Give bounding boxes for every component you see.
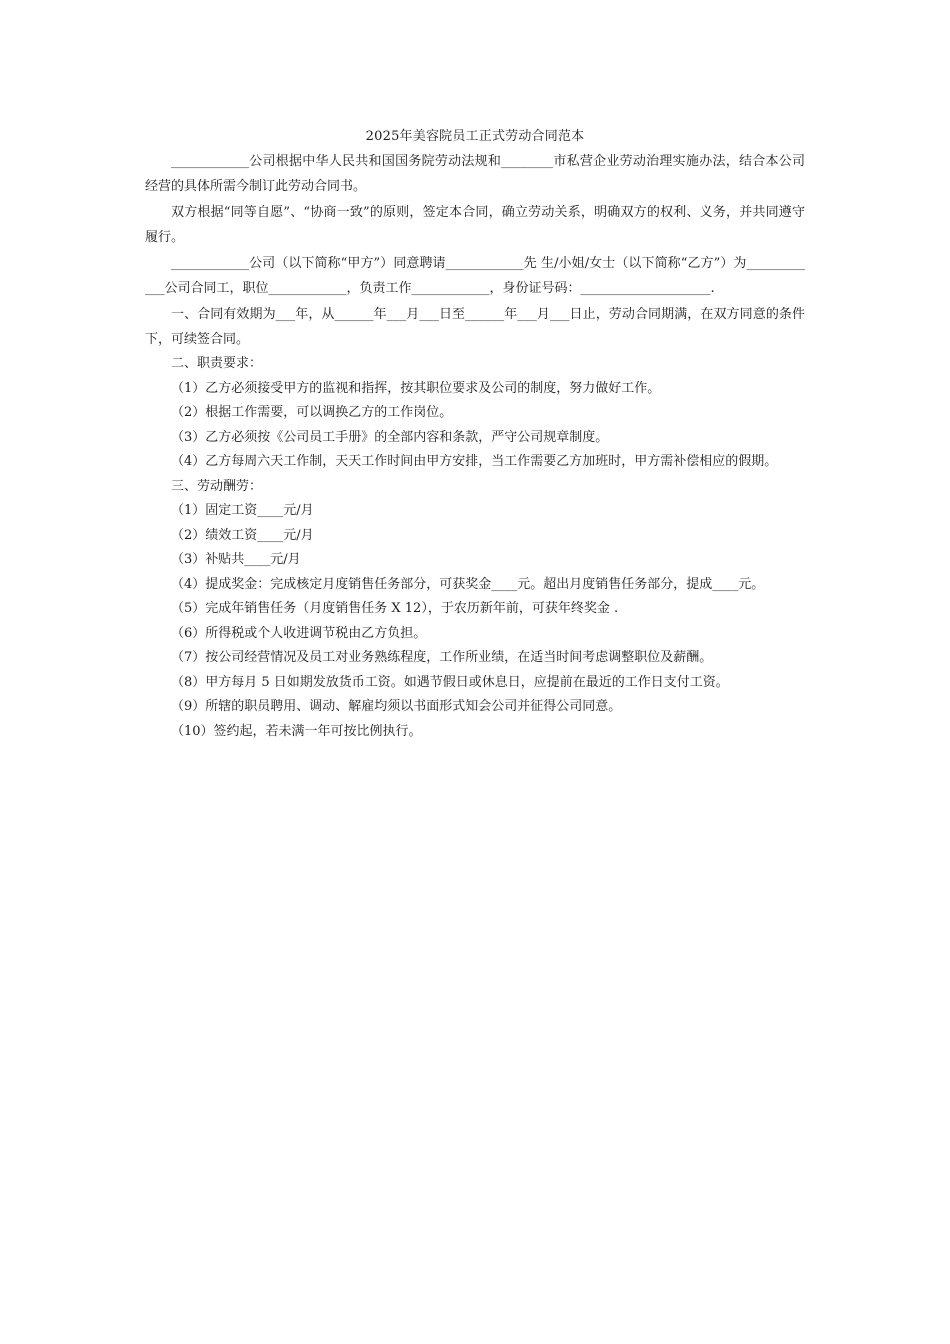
duty-item: （4）乙方每周六天工作制，天天工作时间由甲方安排，当工作需要乙方加班时，甲方需补偿相应的假期。 <box>171 454 778 469</box>
paragraph-parties: ____________公司（以下简称“甲方”）同意聘请____________先 生/小姐/女士（以下简称“乙方”）为____________公司合同工，职位____________，负责工作____________，身份证号码：____________________. <box>145 256 805 296</box>
remuneration-item: （3）补贴共____元/月 <box>171 552 301 567</box>
remuneration-item: （1）固定工资____元/月 <box>171 503 314 518</box>
duty-item: （2）根据工作需要，可以调换乙方的工作岗位。 <box>171 405 453 420</box>
duty-item: （3）乙方必须按《公司员工手册》的全部内容和条款，严守公司规章制度。 <box>171 429 609 445</box>
document-body <box>145 150 805 744</box>
remuneration-item: （4）提成奖金：完成核定月度销售任务部分，可获奖金____元。超出月度销售任务部分，提成____元。 <box>171 576 765 592</box>
paragraph-term: 一、合同有效期为___年，从______年___月___日至______年___月___日止，劳动合同期满，在双方同意的条件下，可续签合同。 <box>145 307 805 347</box>
remuneration-item: （9）所辖的职员聘用、调动、解雇均须以书面形式知会公司并征得公司同意。 <box>171 699 622 714</box>
remuneration-item: （10）签约起，若未满一年可按比例执行。 <box>171 723 422 739</box>
remuneration-item: （5）完成年销售任务（月度销售任务 X 12），于农历新年前，可获年终奖金 . <box>171 601 619 616</box>
section-heading-remuneration: 三、劳动酬劳： <box>171 478 263 494</box>
remuneration-item: （8）甲方每月 5 日如期发放货币工资。如遇节假日或休息日，应提前在最近的工作日支付工资。 <box>171 674 729 690</box>
remuneration-item: （7）按公司经营情况及员工对业务熟练程度，工作所业绩，在适当时间考虑调整职位及薪酬。 <box>171 650 713 665</box>
paragraph-principle: 双方根据“同等自愿”、“协商一致”的原则，签定本合同，确立劳动关系，明确双方的权利、义务，并共同遵守履行。 <box>145 205 805 245</box>
section-heading-duties: 二、职责要求： <box>171 356 263 371</box>
document-title: 2025年美容院员工正式劳动合同范本 <box>365 129 585 144</box>
remuneration-item: （6）所得税或个人收进调节税由乙方负担。 <box>171 625 427 641</box>
duty-item: （1）乙方必须接受甲方的监视和指挥，按其职位要求及公司的制度，努力做好工作。 <box>171 380 661 396</box>
remuneration-item: （2）绩效工资____元/月 <box>171 527 314 543</box>
paragraph-preamble: ____________公司根据中华人民共和国国务院劳动法规和________市私营企业劳动治理实施办法，结合本公司经营的具体所需今制订此劳动合同书。 <box>145 154 805 194</box>
